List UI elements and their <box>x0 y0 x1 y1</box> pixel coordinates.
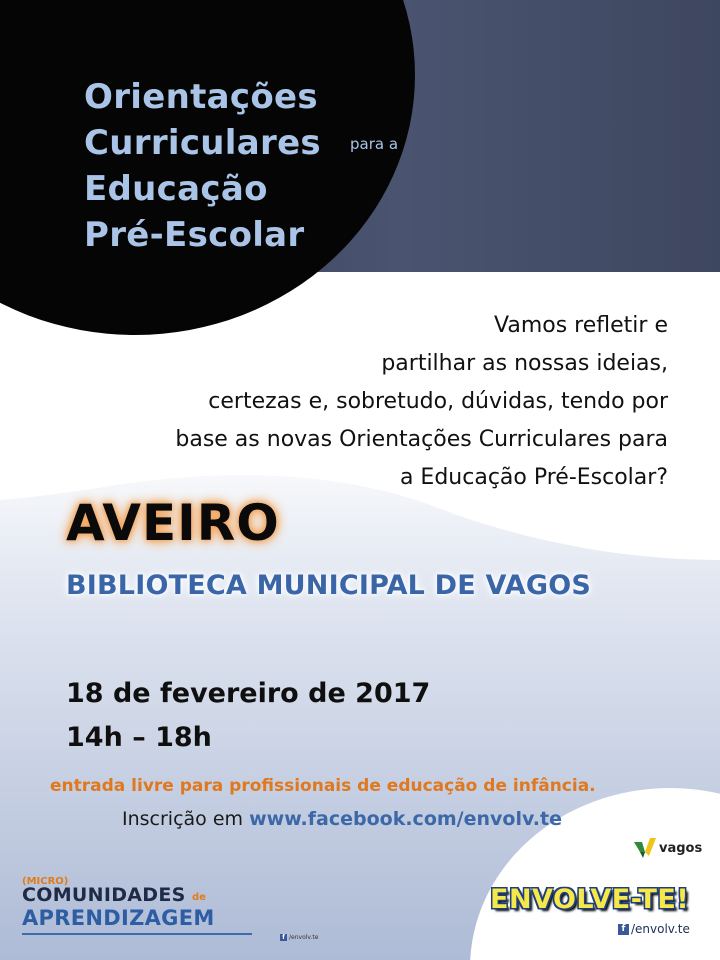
coms-line-2: APRENDIZAGEM <box>22 906 215 930</box>
intro-line-4: base as novas Orientações Curriculares para <box>175 427 668 452</box>
event-time: 14h – 18h <box>66 722 212 753</box>
vagos-text: vagos <box>659 840 703 856</box>
vagos-logo <box>634 838 702 858</box>
intro-line-2: partilhar as nossas ideias, <box>381 351 668 376</box>
event-datetime <box>66 672 430 760</box>
title-line-2: Curriculares <box>84 123 321 163</box>
coms-underline <box>22 933 252 935</box>
event-venue: BIBLIOTECA MUNICIPAL DE VAGOS <box>66 570 592 601</box>
coms-de: de <box>192 892 206 903</box>
coms-fb-handle <box>280 934 318 941</box>
poster-title <box>84 74 321 258</box>
free-entry-note: entrada livre para profissionais de educação de infância. <box>50 776 596 796</box>
intro-line-3: certezas e, sobretudo, dúvidas, tendo por <box>208 389 668 414</box>
facebook-icon: f <box>618 924 629 935</box>
intro-text <box>28 307 668 497</box>
signup-link[interactable]: www.facebook.com/envolv.te <box>249 808 562 830</box>
facebook-icon: f <box>280 934 287 941</box>
envolve-fb-text: /envolv.te <box>631 922 690 936</box>
title-para-a: para a <box>350 135 399 153</box>
vagos-mark-icon <box>634 838 656 858</box>
intro-line-5: a Educação Pré-Escolar? <box>399 465 668 490</box>
title-line-1: Orientações <box>84 77 318 117</box>
title-line-3: Educação <box>84 169 268 209</box>
comunidades-logo <box>22 876 322 946</box>
coms-micro: (MICRO) <box>22 876 69 887</box>
event-date: 18 de fevereiro de 2017 <box>66 678 431 709</box>
signup-line <box>122 808 562 830</box>
coms-fb-text: /envolv.te <box>289 934 319 941</box>
coms-line-1: COMUNIDADES <box>22 884 186 906</box>
title-line-4: Pré-Escolar <box>84 215 305 255</box>
event-city: AVEIRO <box>66 494 280 552</box>
envolve-logo: ENVOLVE-TE! <box>490 884 690 915</box>
signup-prefix: Inscrição em <box>122 808 244 830</box>
intro-line-1: Vamos refletir e <box>494 313 668 338</box>
envolve-fb-handle <box>618 922 690 936</box>
